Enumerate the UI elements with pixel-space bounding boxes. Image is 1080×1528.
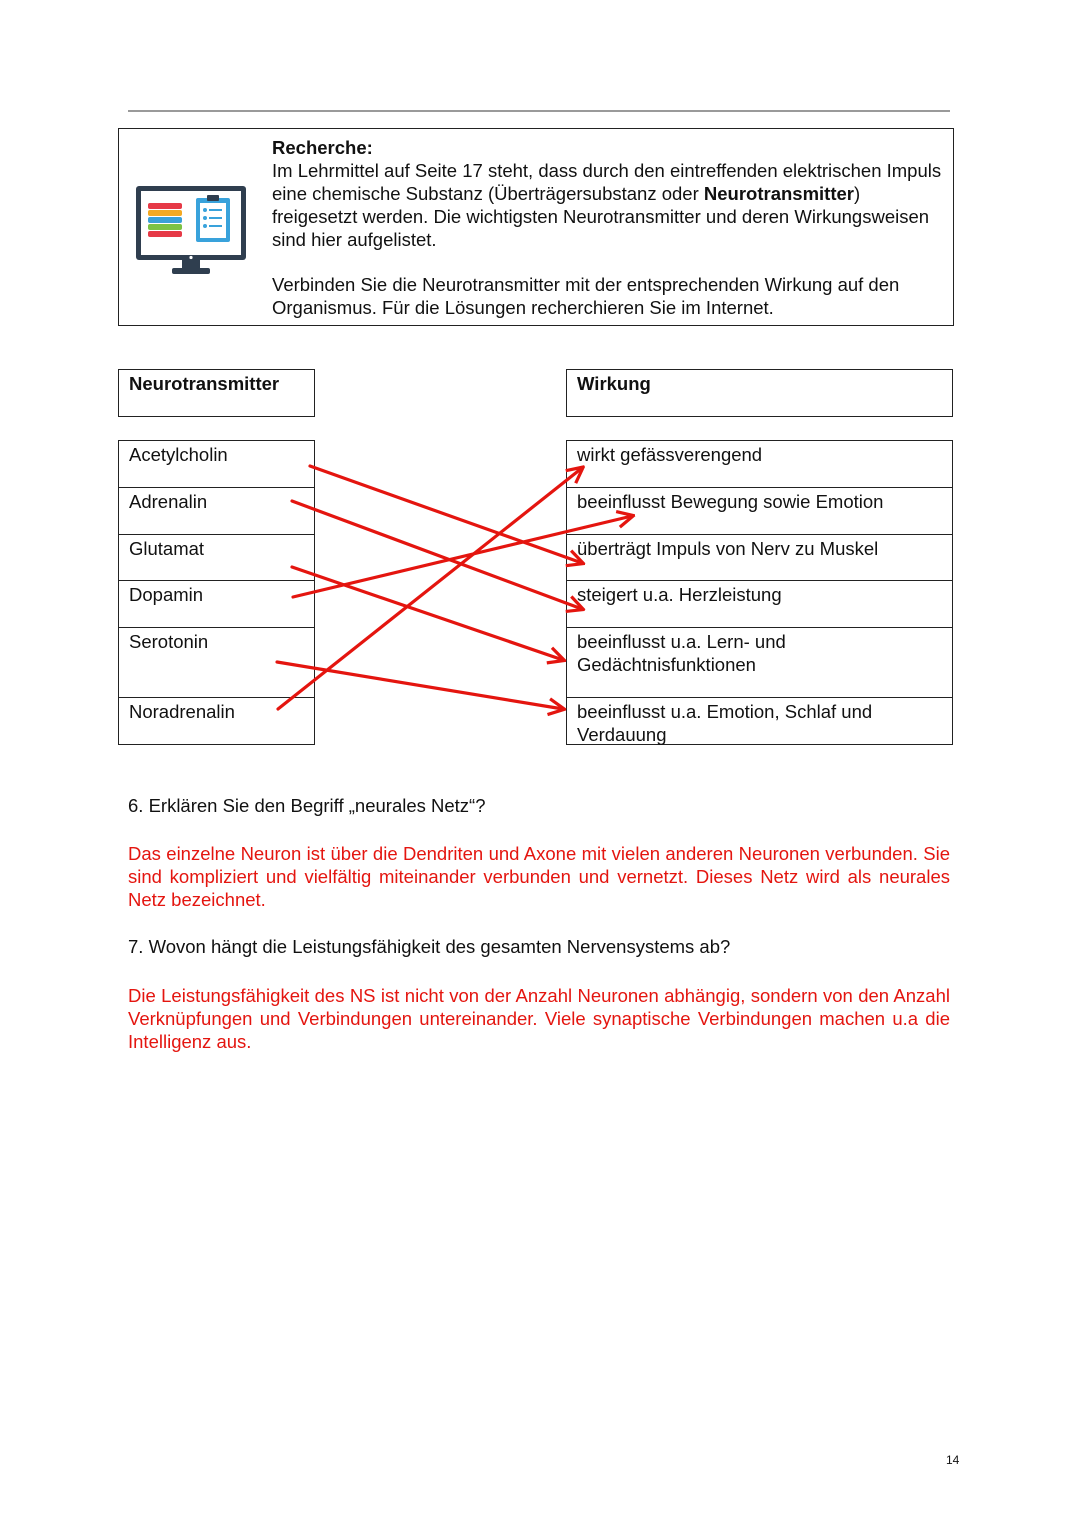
arrow-glutamat [292, 567, 563, 660]
effect-cell: beeinflusst u.a. Lern- und Gedächtnisfunktionen [566, 627, 953, 698]
research-text-bold: Neurotransmitter [703, 183, 854, 204]
effect-cell: beeinflusst Bewegung sowie Emotion [566, 487, 953, 535]
neurotransmitter-cell: Dopamin [118, 580, 315, 628]
research-title: Recherche: [272, 137, 373, 158]
answer-7: Die Leistungsfähigkeit des NS ist nicht von der Anzahl Neuronen abhängig, sondern von den Anzahl Verknüpfungen und Verbindungen untereinander. Viele synaptische Verbindungen machen u.a die Intelligenz aus. [128, 985, 950, 1052]
research-text-part: Im Lehrmittel auf Seite 17 steht, dass durch den eintreffenden elektrischen Impuls eine chemische Substanz (Überträgersubstanz oder [272, 160, 942, 204]
arrow-acetylcholin [310, 466, 582, 563]
question-7: 7. Wovon hängt die Leistungsfähigkeit des gesamten Nervensystems ab? [128, 936, 731, 957]
neurotransmitter-cell: Acetylcholin [118, 440, 315, 488]
research-paragraph-2: Verbinden Sie die Neurotransmitter mit der entsprechenden Wirkung auf den Organismus. Für die Lösungen recherchieren Sie im Internet. [272, 274, 900, 318]
effect-cell: beeinflusst u.a. Emotion, Schlaf und Verdauung [566, 697, 953, 745]
question-6: 6. Erklären Sie den Begriff „neurales Netz“? [128, 795, 486, 816]
arrow-adrenalin [292, 501, 582, 609]
arrow-serotonin [277, 662, 563, 709]
neurotransmitter-cell: Adrenalin [118, 487, 315, 535]
answer-6: Das einzelne Neuron ist über die Dendriten und Axone mit vielen anderen Neuronen verbunden. Sie sind kompliziert und vielfältig miteinander verbunden und vernetzt. Dieses Netz wird als neurales Netz bezeichnet. [128, 843, 950, 910]
neurotransmitter-cell: Serotonin [118, 627, 315, 698]
page-number: 14 [946, 1453, 960, 1467]
effect-cell: wirkt gefässverengend [566, 440, 953, 488]
arrow-dopamin [293, 516, 632, 597]
effect-cell: überträgt Impuls von Nerv zu Muskel [566, 534, 953, 581]
research-text-part: ) freigesetzt werden. Die wichtigsten Neurotransmitter und deren Wirkungsweisen sind hier aufgelistet. [272, 183, 930, 250]
left-header: Neurotransmitter [118, 369, 315, 417]
right-header: Wirkung [566, 369, 953, 417]
effect-cell: steigert u.a. Herzleistung [566, 580, 953, 628]
neurotransmitter-cell: Noradrenalin [118, 697, 315, 745]
neurotransmitter-cell: Glutamat [118, 534, 315, 581]
